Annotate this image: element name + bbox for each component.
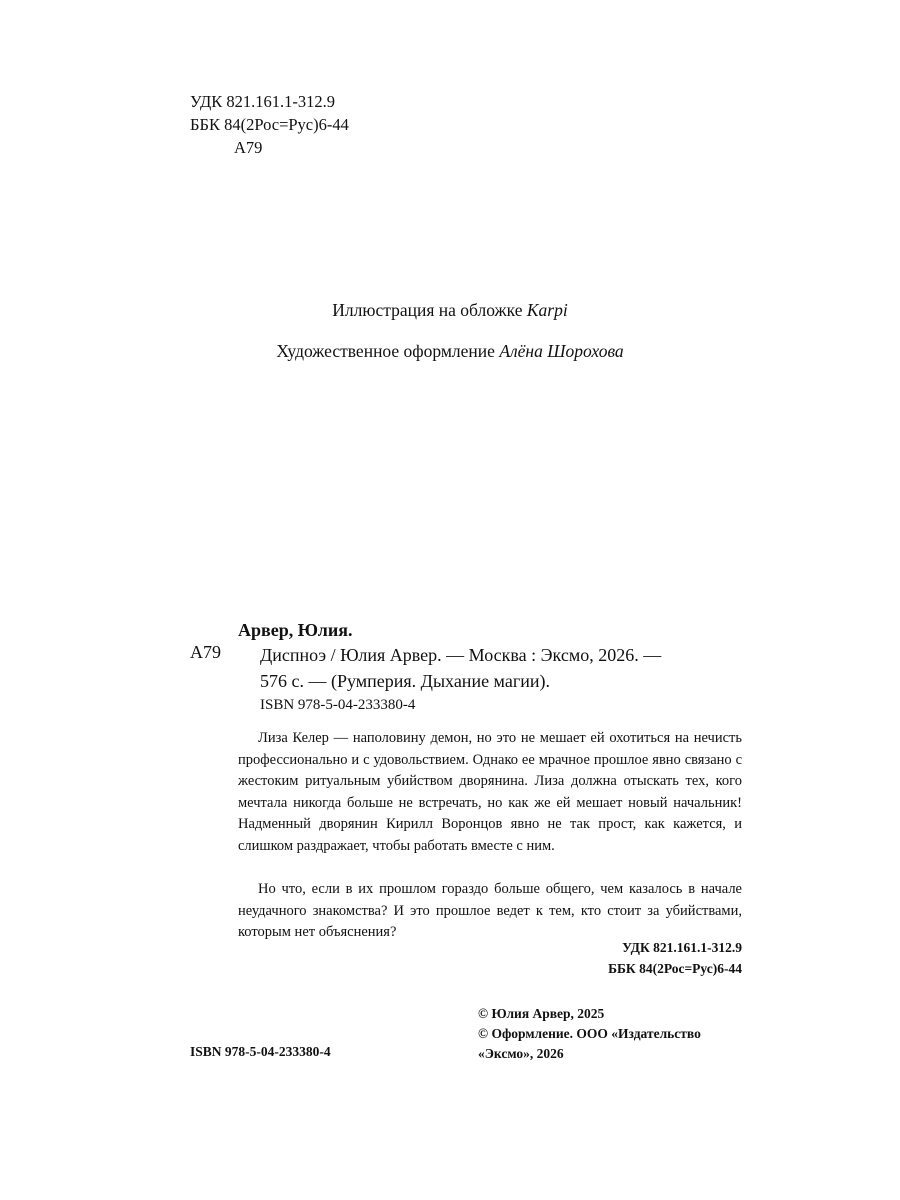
illustration-credit [0,300,900,321]
classification-codes [190,90,349,159]
catalog-line-2: 576 с. — (Румперия. Дыхание магии). [260,671,550,691]
catalog-author: Арвер, Юлия. [238,620,353,640]
illustrator-name: Karpi [526,300,568,320]
footer-bbk: ББК 84(2Рос=Рус)6-44 [608,961,742,976]
catalog-isbn: ISBN 978-5-04-233380-4 [260,697,416,713]
annotation-text-1: Лиза Келер — наполовину демон, но это не мешает ей охотиться на нечисть профессионально и с удовольствием. Однако ее мрачное прошлое явно связано с жестоким ритуальным убийством дворянина. Лиза должна отыскать тех, кого мечтала никогда больше не встречать, но как же ей мешает новый начальник! Надменный дворянин Кирилл Воронцов явно не так прост, как кажется, и слишком раздражает, чтобы работать вместе с ним. [238,730,742,854]
designer-name: Алёна Шорохова [499,341,624,361]
bbk-code: ББК 84(2Рос=Рус)6-44 [190,115,349,134]
udk-code: УДК 821.161.1-312.9 [190,92,336,111]
catalog-description [260,642,742,694]
illustration-label: Иллюстрация на обложке [332,300,523,320]
catalog-code: А79 [190,642,221,662]
footer-udk: УДК 821.161.1-312.9 [622,940,742,955]
footer-codes [0,937,742,979]
annotation-paragraph-2 [238,879,742,944]
footer-isbn: ISBN 978-5-04-233380-4 [190,1044,331,1059]
design-label: Художественное оформление [276,341,495,361]
copyright-author: © Юлия Арвер, 2025 [478,1006,605,1021]
annotation-paragraph-1 [238,728,742,857]
catalog-line-1: Диспноэ / Юлия Арвер. — Москва : Эксмо, 2026. — [260,645,662,665]
copyright-block [478,1004,748,1064]
design-credit [0,341,900,362]
copyright-design: © Оформление. ООО «Издательство «Эксмо», 2026 [478,1026,701,1061]
author-sign: А79 [234,138,263,157]
annotation-text-2: Но что, если в их прошлом гораздо больше общего, чем казалось в начале неудачного знакомства? И это прошлое ведет к тем, кто стоит за убийствами, которым нет объяснения? [238,881,742,940]
